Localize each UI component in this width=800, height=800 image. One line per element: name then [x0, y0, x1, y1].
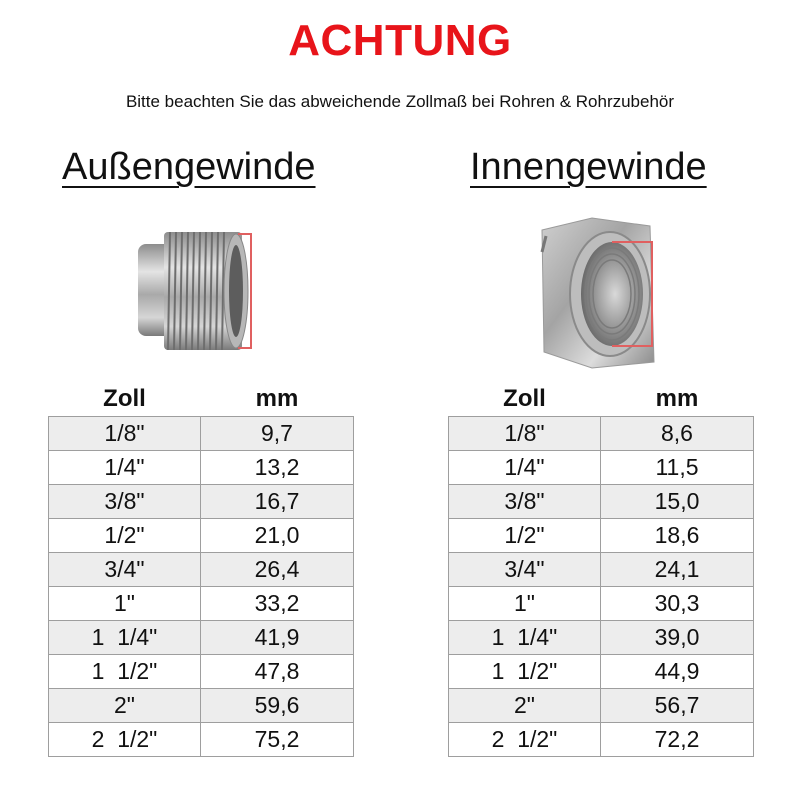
table-row: [49, 451, 354, 485]
table-row: [449, 451, 754, 485]
table-row: [449, 621, 754, 655]
zoll-cell: 3/4": [49, 553, 201, 587]
zoll-cell: 1 1/2": [49, 655, 201, 689]
column-header-zoll: Zoll: [103, 385, 146, 412]
mm-cell: 56,7: [601, 689, 754, 723]
mm-cell: 18,6: [601, 519, 754, 553]
table-row: [49, 587, 354, 621]
zoll-cell: 1 1/4": [449, 621, 601, 655]
zoll-cell: 1/8": [449, 417, 601, 451]
table-row: [449, 519, 754, 553]
mm-cell: 47,8: [201, 655, 354, 689]
zoll-cell: 3/4": [449, 553, 601, 587]
mm-cell: 24,1: [601, 553, 754, 587]
mm-cell: 59,6: [201, 689, 354, 723]
table-row: [49, 417, 354, 451]
external-thread-heading: Außengewinde: [62, 146, 316, 188]
mm-cell: 26,4: [201, 553, 354, 587]
zoll-cell: 1/4": [449, 451, 601, 485]
table-row: [449, 553, 754, 587]
zoll-cell: 2": [49, 689, 201, 723]
mm-cell: 75,2: [201, 723, 354, 757]
table-row: [449, 655, 754, 689]
table-row: [49, 485, 354, 519]
table-row: [449, 689, 754, 723]
zoll-cell: 1/8": [49, 417, 201, 451]
zoll-cell: 1/4": [49, 451, 201, 485]
column-header-zoll: Zoll: [503, 385, 546, 412]
zoll-cell: 2 1/2": [49, 723, 201, 757]
internal-thread-heading: Innengewinde: [470, 146, 707, 188]
external-thread-fitting-image: [138, 226, 258, 356]
mm-cell: 33,2: [201, 587, 354, 621]
mm-cell: 15,0: [601, 485, 754, 519]
zoll-cell: 1/2": [449, 519, 601, 553]
mm-cell: 30,3: [601, 587, 754, 621]
table-row: [49, 723, 354, 757]
zoll-cell: 1": [49, 587, 201, 621]
table-row: [49, 689, 354, 723]
warning-subtitle: Bitte beachten Sie das abweichende Zollmaß bei Rohren & Rohrzubehör: [125, 92, 675, 111]
zoll-cell: 2": [449, 689, 601, 723]
mm-cell: 41,9: [201, 621, 354, 655]
table-row: [449, 587, 754, 621]
table-row: [49, 553, 354, 587]
internal-thread-table: [448, 382, 754, 757]
zoll-cell: 1": [449, 587, 601, 621]
mm-cell: 21,0: [201, 519, 354, 553]
mm-cell: 8,6: [601, 417, 754, 451]
mm-cell: 39,0: [601, 621, 754, 655]
warning-title: ACHTUNG: [288, 16, 512, 65]
zoll-cell: 1 1/4": [49, 621, 201, 655]
table-row: [49, 655, 354, 689]
table-row: [449, 723, 754, 757]
mm-cell: 72,2: [601, 723, 754, 757]
external-thread-table: [48, 382, 354, 757]
column-header-mm: mm: [655, 385, 699, 412]
zoll-cell: 3/8": [49, 485, 201, 519]
column-header-mm: mm: [255, 385, 299, 412]
table-row: [49, 519, 354, 553]
zoll-cell: 1/2": [49, 519, 201, 553]
mm-cell: 44,9: [601, 655, 754, 689]
table-row: [449, 417, 754, 451]
mm-cell: 16,7: [201, 485, 354, 519]
internal-thread-fitting-image: [532, 212, 657, 372]
table-row: [449, 485, 754, 519]
zoll-cell: 1 1/2": [449, 655, 601, 689]
mm-cell: 11,5: [601, 451, 754, 485]
zoll-cell: 3/8": [449, 485, 601, 519]
table-row: [49, 621, 354, 655]
zoll-cell: 2 1/2": [449, 723, 601, 757]
mm-cell: 13,2: [201, 451, 354, 485]
mm-cell: 9,7: [201, 417, 354, 451]
